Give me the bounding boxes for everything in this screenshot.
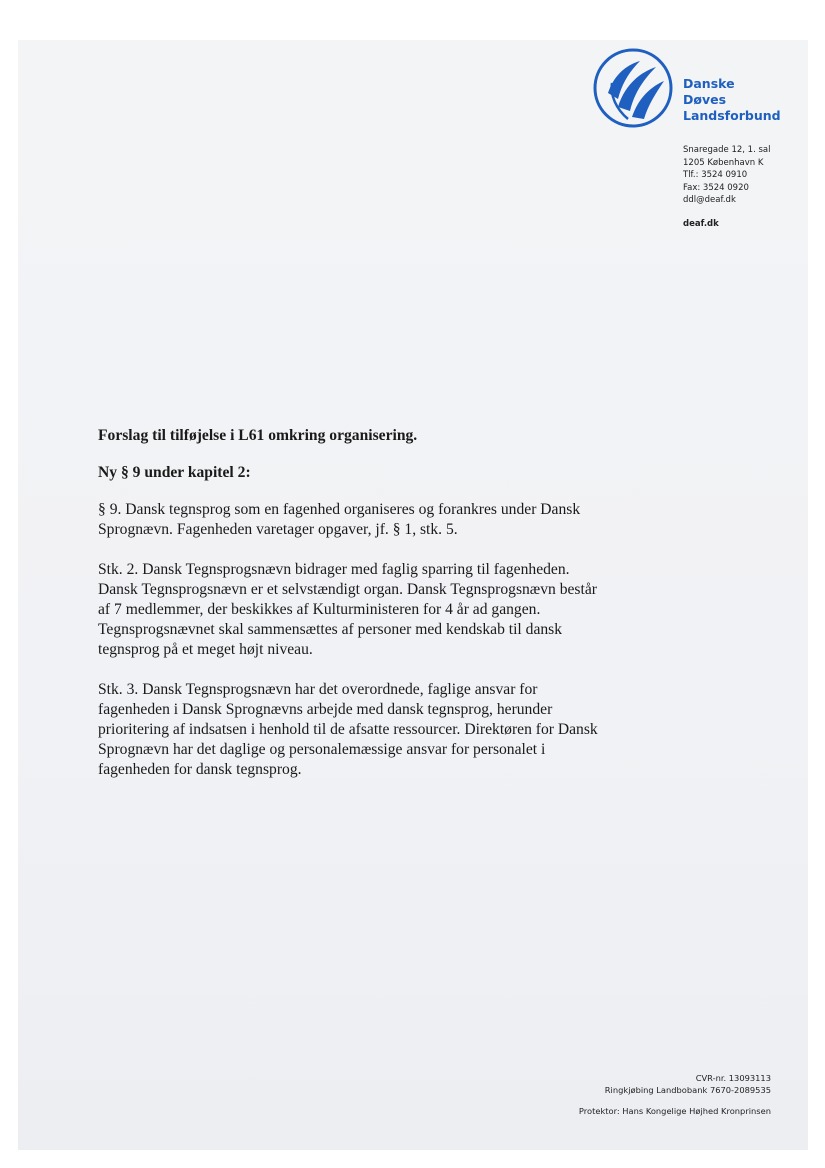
- address-street: Snaregade 12, 1. sal: [683, 145, 771, 155]
- document-title: Forslag til tilføjelse i L61 omkring organisering.: [98, 427, 418, 444]
- footer-protektor: Protektor: Hans Kongelige Højhed Kronprinsen: [578, 1106, 771, 1116]
- document-body: [98, 426, 598, 800]
- paragraph-section-9: § 9. Dansk tegnsprog som en fagenhed organiseres og forankres under Dansk Sprognævn. Fagenheden varetager opgaver, jf. § 1, stk. 5.: [98, 501, 581, 538]
- footer-bank: Ringkjøbing Landbobank 7670-2089535: [604, 1085, 771, 1095]
- org-name-line-3: Landsforbund: [683, 108, 781, 123]
- website-link[interactable]: deaf.dk: [683, 219, 719, 229]
- address-block: [683, 144, 771, 207]
- footer-cvr: CVR-nr. 13093113: [695, 1073, 771, 1083]
- address-email[interactable]: ddl@deaf.dk: [683, 195, 736, 205]
- org-name-line-2: Døves: [683, 92, 727, 107]
- paragraph-stk-3: Stk. 3. Dansk Tegnsprogsnævn har det overordnede, faglige ansvar for fagenheden i Dansk Sprognævns arbejde med dansk tegnsprog, herunder prioritering af indsatsen i henhold til de afsatte ressourcer. Direktøren for Dansk Sprognævn har det daglige og personalemæssige ansvar for personalet i fagenheden for dansk tegnsprog.: [98, 681, 598, 778]
- footer: [579, 1072, 771, 1117]
- paragraph-stk-2: Stk. 2. Dansk Tegnsprogsnævn bidrager med faglig sparring til fagenheden. Dansk Tegnsprogsnævn er et selvstændigt organ. Dansk Tegnsprogsnævn består af 7 medlemmer, der beskikkes af Kulturministeren for 4 år ad gangen. Tegnsprogsnævnet skal sammensættes af personer med kendskab til dansk tegnsprog på et meget højt niveau.: [98, 561, 597, 658]
- address-phone: Tlf.: 3524 0910: [683, 170, 748, 180]
- org-name-line-1: Danske: [683, 76, 735, 91]
- address-city: 1205 København K: [683, 157, 764, 168]
- address-fax: Fax: 3524 0920: [683, 182, 749, 193]
- document-subtitle: Ny § 9 under kapitel 2:: [98, 464, 251, 481]
- org-name: [683, 76, 781, 124]
- ddl-logo-icon: [592, 47, 674, 129]
